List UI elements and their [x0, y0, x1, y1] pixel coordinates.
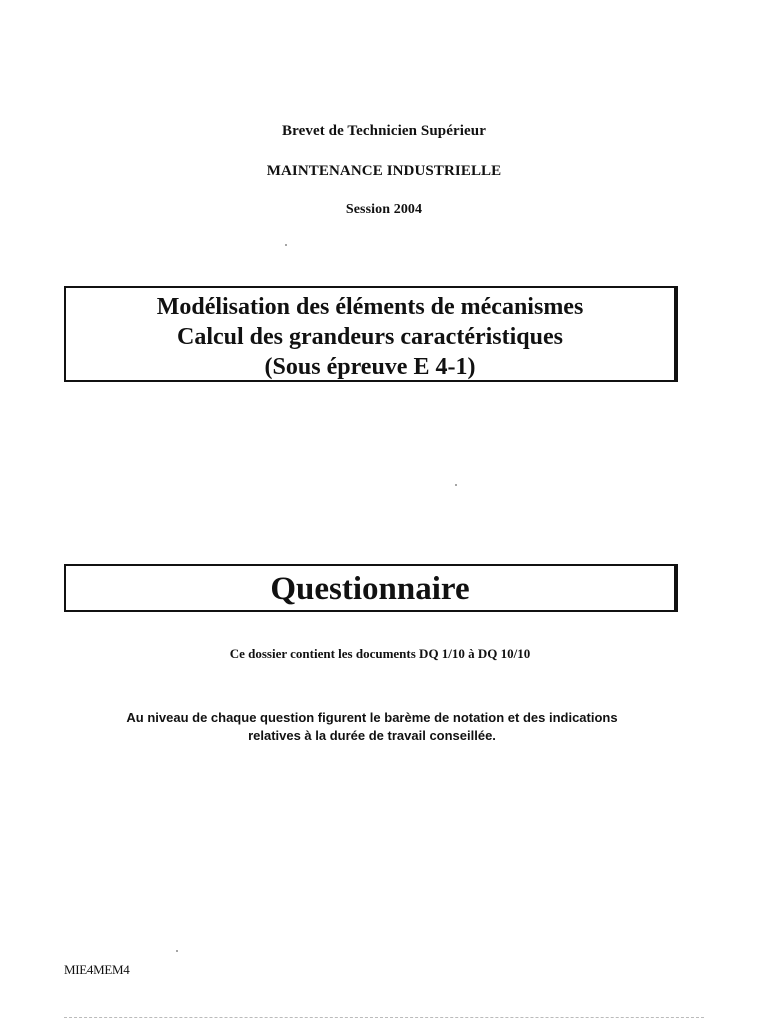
subject-exam-part-line: (Sous épreuve E 4-1) — [264, 354, 476, 380]
subject-title-box — [64, 286, 676, 382]
instructions-line-1: Au niveau de chaque question figurent le barème de notation et des indications — [126, 710, 618, 725]
scan-bottom-rule — [64, 1017, 704, 1018]
subject-title-line: Modélisation des éléments de mécanismes — [156, 294, 584, 320]
scan-speck — [285, 244, 287, 246]
subject-subtitle-line: Calcul des grandeurs caractéristiques — [177, 324, 563, 350]
contents-note: Ce dossier contient les documents DQ 1/10 à DQ 10/10 — [229, 646, 531, 661]
box-edge-shadow — [676, 286, 678, 382]
diploma-heading: Brevet de Technicien Supérieur — [282, 123, 486, 139]
questionnaire-title: Questionnaire — [270, 571, 470, 607]
reference-code: MIE4MEM4 — [64, 962, 130, 977]
instructions-line-2: relatives à la durée de travail conseillée. — [248, 728, 496, 743]
session-heading: Session 2004 — [345, 202, 423, 217]
instructions-paragraph — [0, 709, 744, 745]
box-edge-shadow — [676, 564, 678, 612]
questionnaire-title-box — [64, 564, 676, 612]
scan-speck — [455, 484, 457, 486]
scan-speck — [176, 950, 178, 952]
specialty-heading: MAINTENANCE INDUSTRIELLE — [266, 163, 502, 179]
